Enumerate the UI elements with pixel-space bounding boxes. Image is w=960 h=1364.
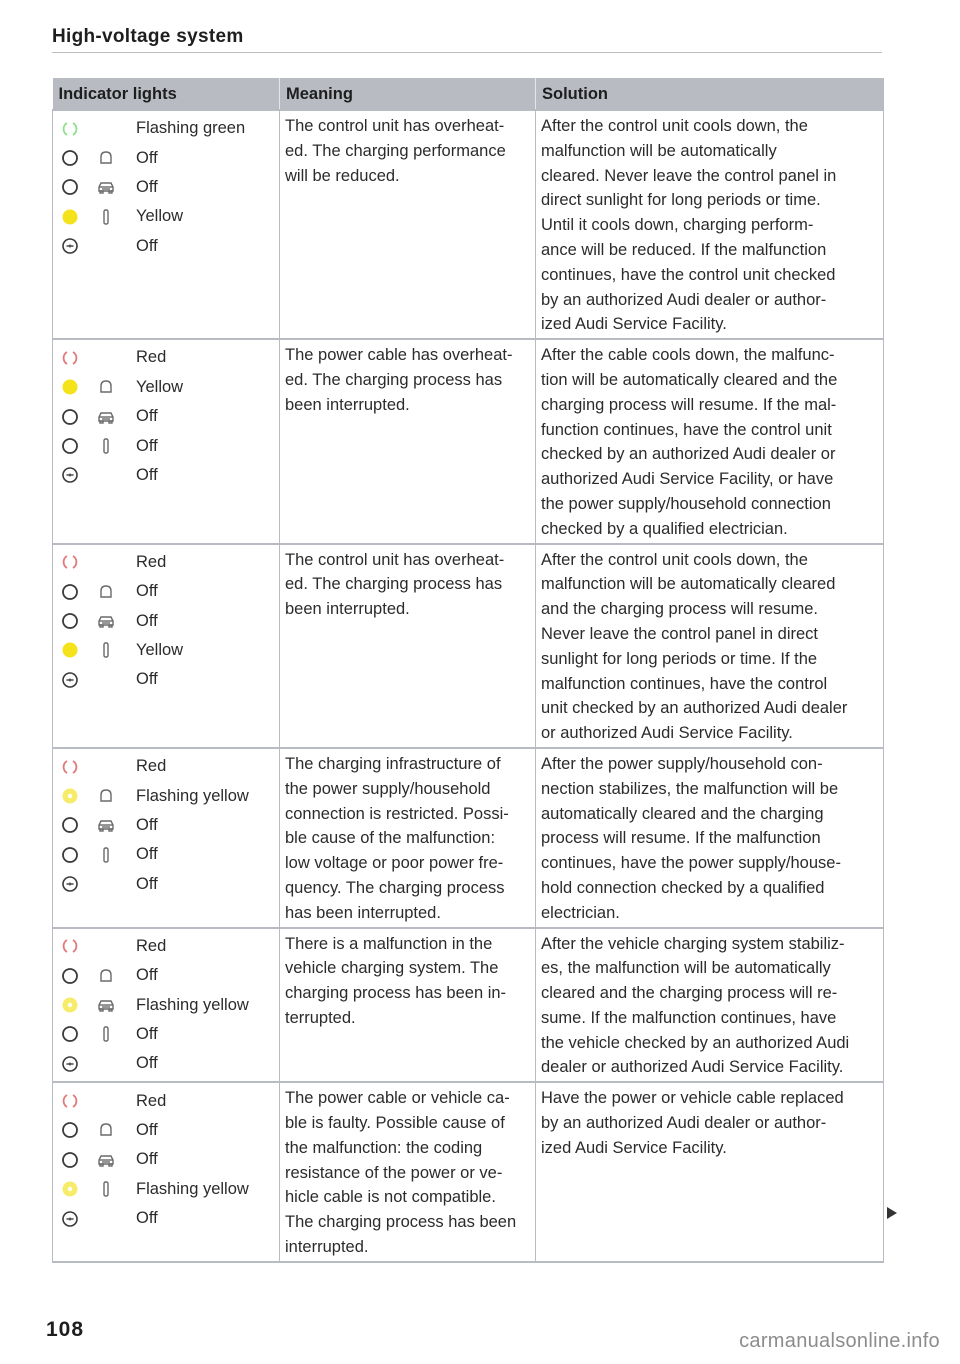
ring-off-icon bbox=[58, 966, 82, 986]
page-header: High-voltage system bbox=[52, 26, 244, 47]
solution-text-line: charging process will resume. If the mal- bbox=[541, 395, 837, 414]
ring-off-icon bbox=[58, 845, 82, 865]
column-header-indicator: Indicator lights bbox=[53, 78, 280, 110]
solution-text-line: After the vehicle charging system stabiliz- bbox=[541, 934, 845, 953]
solution-text-line: malfunction continues, have the control bbox=[541, 674, 828, 693]
solution-text-line: Have the power or vehicle cable replaced bbox=[541, 1089, 844, 1108]
indicator-state: Off bbox=[136, 436, 158, 455]
table-row bbox=[53, 544, 884, 748]
ring-green-icon bbox=[58, 119, 82, 139]
solution-text-line: es, the malfunction will be automatically bbox=[541, 959, 831, 978]
indicator-line bbox=[58, 402, 275, 431]
solution-text-line: malfunction will be automatically cleared bbox=[541, 575, 836, 594]
solution-cell bbox=[536, 339, 884, 543]
meaning-text-line: low voltage or poor power fre- bbox=[285, 854, 504, 873]
car-icon bbox=[82, 407, 130, 427]
meaning-text-line: the malfunction: the coding bbox=[285, 1138, 483, 1157]
solution-text-line: the vehicle checked by an authorized Audi bbox=[541, 1033, 850, 1052]
meaning-text-line: quency. The charging process bbox=[285, 878, 505, 897]
socket-icon bbox=[82, 1179, 130, 1199]
socket-icon bbox=[82, 640, 130, 660]
meaning-text-line: the power supply/household bbox=[285, 779, 491, 798]
indicator-state: Red bbox=[136, 348, 167, 367]
indicator-state: Off bbox=[136, 582, 158, 601]
indicator-line bbox=[58, 636, 275, 665]
column-header-meaning: Meaning bbox=[280, 78, 536, 110]
plug-icon bbox=[82, 966, 130, 986]
ring-off-icon bbox=[58, 1024, 82, 1044]
indicator-cell bbox=[53, 748, 280, 928]
indicator-state: Flashing yellow bbox=[136, 786, 249, 805]
solution-text-line: continues, have the control unit checked bbox=[541, 265, 836, 284]
meaning-text-line: The charging process has been bbox=[285, 1213, 517, 1232]
meaning-text-line: There is a malfunction in the bbox=[285, 934, 493, 953]
solution-text-line: hold connection checked by a qualified bbox=[541, 878, 825, 897]
indicator-state: Off bbox=[136, 966, 158, 985]
indicator-line bbox=[58, 1116, 275, 1145]
indicator-line bbox=[58, 373, 275, 402]
power-indicator-icon bbox=[58, 1209, 82, 1229]
indicator-state: Yellow bbox=[136, 207, 184, 226]
indicator-line bbox=[58, 173, 275, 202]
ring-off-icon bbox=[58, 1150, 82, 1170]
solution-text-line: the power supply/household connection bbox=[541, 494, 831, 513]
indicator-state: Yellow bbox=[136, 377, 184, 396]
solution-text-line: dealer or authorized Audi Service Facility. bbox=[541, 1058, 844, 1077]
car-icon bbox=[82, 815, 130, 835]
solution-text-line: sunlight for long periods or time. If the bbox=[541, 649, 818, 668]
indicator-line bbox=[58, 232, 275, 261]
ring-off-icon bbox=[58, 1120, 82, 1140]
indicator-state: Red bbox=[136, 552, 167, 571]
ring-off-icon bbox=[58, 582, 82, 602]
meaning-text-line: ed. The charging process has bbox=[285, 575, 503, 594]
meaning-text-line: ed. The charging process has bbox=[285, 370, 503, 389]
solution-text-line: function continues, have the control unit bbox=[541, 420, 832, 439]
meaning-text-line: ble cause of the malfunction: bbox=[285, 829, 496, 848]
indicator-state: Off bbox=[136, 1120, 158, 1139]
ring-off-icon bbox=[58, 815, 82, 835]
indicator-state: Off bbox=[136, 1209, 158, 1228]
indicator-line bbox=[58, 1204, 275, 1233]
indicator-cell bbox=[53, 928, 280, 1083]
solution-text-line: ized Audi Service Facility. bbox=[541, 1138, 727, 1157]
solution-text-line: After the control unit cools down, the bbox=[541, 117, 808, 135]
indicator-state: Yellow bbox=[136, 641, 184, 660]
indicator-line bbox=[58, 781, 275, 810]
plug-icon bbox=[82, 1120, 130, 1140]
flashing-yellow-icon bbox=[58, 786, 82, 806]
ring-red-icon bbox=[58, 1091, 82, 1111]
solution-text-line: ance will be reduced. If the malfunction bbox=[541, 240, 827, 259]
solution-cell bbox=[536, 544, 884, 748]
meaning-text-line: charging process has been in- bbox=[285, 984, 507, 1003]
meaning-text-line: has been interrupted. bbox=[285, 903, 441, 922]
indicator-state: Off bbox=[136, 148, 158, 167]
indicator-state: Off bbox=[136, 1150, 158, 1169]
indicator-line bbox=[58, 869, 275, 898]
solution-cell bbox=[536, 1082, 884, 1262]
meaning-cell bbox=[280, 544, 536, 748]
table-header-row bbox=[53, 78, 884, 110]
meaning-text-line: hicle cable is not compatible. bbox=[285, 1188, 496, 1207]
indicator-state: Off bbox=[136, 178, 158, 197]
indicator-state: Off bbox=[136, 816, 158, 834]
indicator-state: Off bbox=[136, 670, 158, 689]
meaning-cell bbox=[280, 928, 536, 1083]
socket-icon bbox=[82, 845, 130, 865]
indicator-state: Flashing yellow bbox=[136, 1179, 249, 1198]
indicator-cell bbox=[53, 544, 280, 748]
indicator-line bbox=[58, 431, 275, 460]
meaning-text-line: The power cable has overheat- bbox=[285, 346, 513, 365]
car-icon bbox=[82, 611, 130, 631]
indicator-state: Off bbox=[136, 874, 158, 893]
indicator-state: Off bbox=[136, 1024, 158, 1043]
solution-text-line: automatically cleared and the charging bbox=[541, 804, 824, 823]
header-rule bbox=[52, 52, 882, 53]
indicator-cell bbox=[53, 339, 280, 543]
solution-text-line: Until it cools down, charging perform- bbox=[541, 216, 814, 235]
indicator-line bbox=[58, 1020, 275, 1049]
meaning-text-line: resistance of the power or ve- bbox=[285, 1163, 503, 1182]
meaning-text-line: connection is restricted. Possi- bbox=[285, 804, 509, 823]
meaning-cell bbox=[280, 748, 536, 928]
solution-cell bbox=[536, 110, 884, 339]
solution-text-line: nection stabilizes, the malfunction will be bbox=[541, 779, 839, 798]
solution-text-line: cleared and the charging process will re- bbox=[541, 984, 838, 1003]
indicator-line bbox=[58, 202, 275, 231]
indicator-state: Red bbox=[136, 757, 167, 776]
table-row bbox=[53, 339, 884, 543]
power-indicator-icon bbox=[58, 1054, 82, 1074]
meaning-cell bbox=[280, 110, 536, 339]
power-indicator-icon bbox=[58, 670, 82, 690]
indicator-line bbox=[58, 548, 275, 577]
solution-text-line: unit checked by an authorized Audi dealer bbox=[541, 699, 848, 718]
page-number: 108 bbox=[46, 1318, 85, 1341]
solution-text-line: authorized Audi Service Facility, or have bbox=[541, 470, 834, 489]
table-row bbox=[53, 1082, 884, 1262]
ring-red-icon bbox=[58, 552, 82, 572]
meaning-text-line: ed. The charging performance bbox=[285, 141, 506, 160]
meaning-text-line: The power cable or vehicle ca- bbox=[285, 1089, 510, 1108]
car-icon bbox=[82, 995, 130, 1015]
solution-text-line: or authorized Audi Service Facility. bbox=[541, 724, 793, 743]
solution-text-line: process will resume. If the malfunction bbox=[541, 829, 821, 848]
dot-yellow-icon bbox=[58, 207, 82, 227]
meaning-text-line: The control unit has overheat- bbox=[285, 117, 505, 135]
indicator-line bbox=[58, 114, 275, 143]
meaning-text-line: been interrupted. bbox=[285, 600, 410, 619]
indicator-state: Flashing green bbox=[136, 119, 246, 138]
indicator-line bbox=[58, 143, 275, 172]
power-indicator-icon bbox=[58, 465, 82, 485]
car-icon bbox=[82, 177, 130, 197]
indicator-cell bbox=[53, 1082, 280, 1262]
flashing-yellow-icon bbox=[58, 995, 82, 1015]
solution-text-line: by an authorized Audi dealer or author- bbox=[541, 1114, 827, 1133]
meaning-text-line: ble is faulty. Possible cause of bbox=[285, 1114, 505, 1133]
indicator-state: Red bbox=[136, 1091, 167, 1110]
power-indicator-icon bbox=[58, 236, 82, 256]
table-row bbox=[53, 928, 884, 1083]
indicator-line bbox=[58, 343, 275, 372]
indicator-line bbox=[58, 961, 275, 990]
dot-yellow-icon bbox=[58, 640, 82, 660]
solution-text-line: After the power supply/household con- bbox=[541, 754, 823, 773]
indicator-line bbox=[58, 577, 275, 606]
indicator-line bbox=[58, 1086, 275, 1115]
solution-text-line: direct sunlight for long periods or time. bbox=[541, 191, 821, 210]
solution-text-line: Never leave the control panel in direct bbox=[541, 624, 818, 643]
power-indicator-icon bbox=[58, 874, 82, 894]
indicator-line bbox=[58, 665, 275, 694]
indicator-line bbox=[58, 1049, 275, 1078]
meaning-text-line: terrupted. bbox=[285, 1008, 356, 1027]
solution-text-line: After the cable cools down, the malfunc- bbox=[541, 346, 835, 365]
table-row bbox=[53, 748, 884, 928]
flashing-yellow-icon bbox=[58, 1179, 82, 1199]
meaning-text-line: interrupted. bbox=[285, 1238, 369, 1257]
indicator-state: Off bbox=[136, 466, 158, 485]
car-icon bbox=[82, 1150, 130, 1170]
ring-red-icon bbox=[58, 757, 82, 777]
ring-red-icon bbox=[58, 936, 82, 956]
solution-text-line: by an authorized Audi dealer or author- bbox=[541, 290, 827, 309]
indicator-line bbox=[58, 811, 275, 840]
indicator-state: Red bbox=[136, 936, 167, 955]
ring-red-icon bbox=[58, 348, 82, 368]
indicator-line bbox=[58, 606, 275, 635]
solution-text-line: and the charging process will resume. bbox=[541, 600, 818, 619]
watermark: carmanualsonline.info bbox=[739, 1330, 940, 1352]
indicator-line bbox=[58, 752, 275, 781]
solution-text-line: ized Audi Service Facility. bbox=[541, 315, 727, 334]
indicator-line bbox=[58, 840, 275, 869]
meaning-cell bbox=[280, 1082, 536, 1262]
socket-icon bbox=[82, 436, 130, 456]
dot-yellow-icon bbox=[58, 377, 82, 397]
ring-off-icon bbox=[58, 407, 82, 427]
indicator-state: Off bbox=[136, 611, 158, 630]
meaning-text-line: been interrupted. bbox=[285, 395, 410, 414]
solution-text-line: sume. If the malfunction continues, have bbox=[541, 1008, 837, 1027]
solution-text-line: checked by an authorized Audi dealer or bbox=[541, 445, 836, 464]
ring-off-icon bbox=[58, 436, 82, 456]
indicator-line bbox=[58, 1145, 275, 1174]
solution-text-line: After the control unit cools down, the bbox=[541, 550, 808, 569]
ring-off-icon bbox=[58, 611, 82, 631]
solution-text-line: continues, have the power supply/house- bbox=[541, 854, 841, 873]
ring-off-icon bbox=[58, 177, 82, 197]
indicator-state: Off bbox=[136, 845, 158, 864]
meaning-cell bbox=[280, 339, 536, 543]
socket-icon bbox=[82, 207, 130, 227]
indicator-state: Off bbox=[136, 236, 158, 255]
plug-icon bbox=[82, 148, 130, 168]
indicator-line bbox=[58, 461, 275, 490]
solution-cell bbox=[536, 928, 884, 1083]
indicator-cell bbox=[53, 110, 280, 339]
plug-icon bbox=[82, 786, 130, 806]
meaning-text-line: will be reduced. bbox=[285, 166, 400, 185]
indicator-line bbox=[58, 990, 275, 1019]
indicator-table bbox=[52, 78, 884, 1263]
solution-text-line: electrician. bbox=[541, 903, 620, 922]
plug-icon bbox=[82, 377, 130, 397]
solution-text-line: checked by a qualified electrician. bbox=[541, 519, 788, 538]
socket-icon bbox=[82, 1024, 130, 1044]
meaning-text-line: The control unit has overheat- bbox=[285, 550, 505, 569]
solution-cell bbox=[536, 748, 884, 928]
plug-icon bbox=[82, 582, 130, 602]
solution-text-line: cleared. Never leave the control panel in bbox=[541, 166, 837, 185]
indicator-line bbox=[58, 932, 275, 961]
solution-text-line: tion will be automatically cleared and the bbox=[541, 370, 838, 389]
column-header-solution: Solution bbox=[536, 78, 884, 110]
indicator-state: Flashing yellow bbox=[136, 995, 249, 1014]
solution-text-line: malfunction will be automatically bbox=[541, 141, 777, 160]
indicator-state: Off bbox=[136, 407, 158, 426]
meaning-text-line: The charging infrastructure of bbox=[285, 754, 501, 773]
table-row bbox=[53, 110, 884, 339]
indicator-line bbox=[58, 1174, 275, 1203]
continue-arrow-icon bbox=[887, 1207, 897, 1219]
meaning-text-line: vehicle charging system. The bbox=[285, 959, 499, 978]
ring-off-icon bbox=[58, 148, 82, 168]
indicator-state: Off bbox=[136, 1054, 158, 1073]
